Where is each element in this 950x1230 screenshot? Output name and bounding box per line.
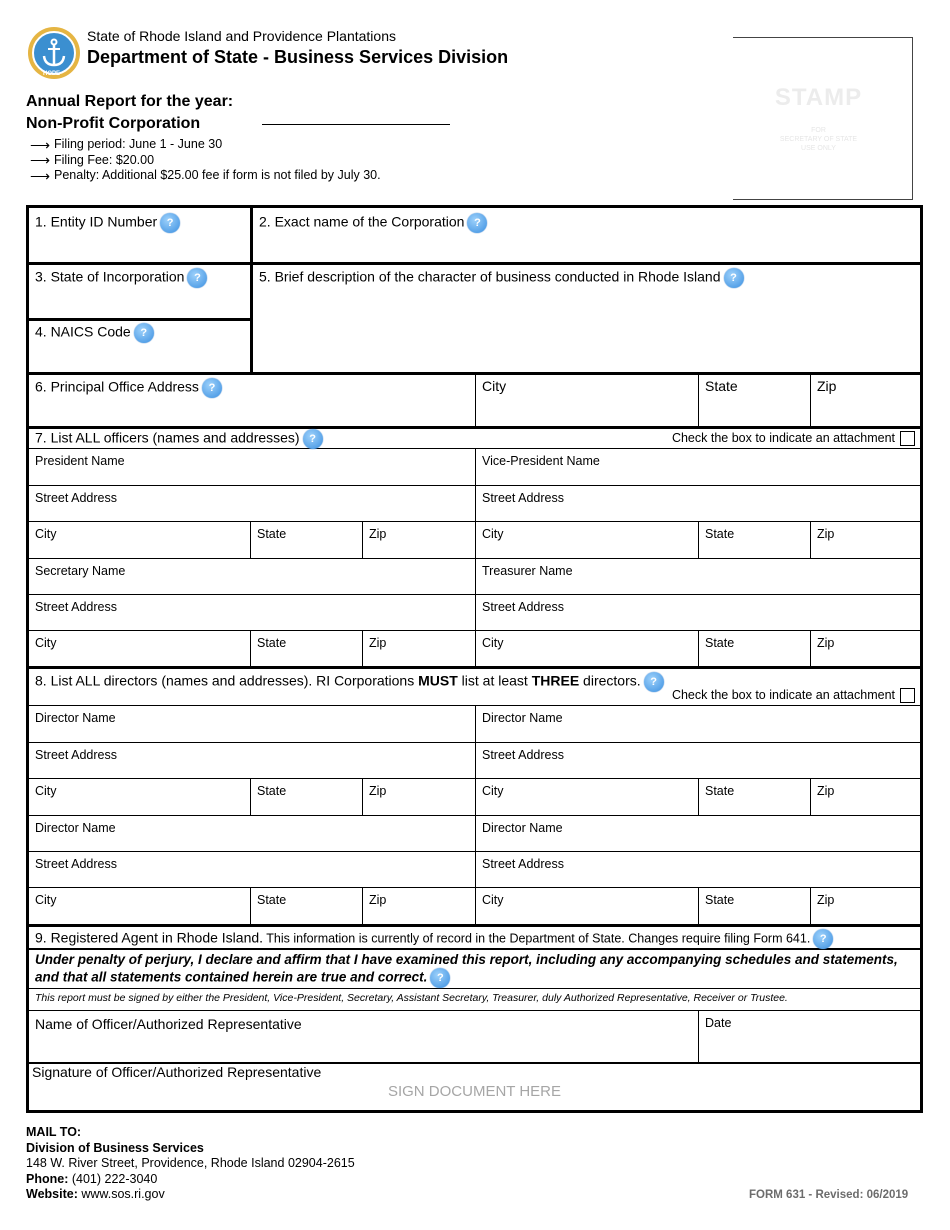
director-3-zip-field[interactable]: Zip bbox=[369, 893, 387, 907]
website-link[interactable]: www.sos.ri.gov bbox=[77, 1187, 165, 1201]
division-name: Division of Business Services bbox=[26, 1140, 204, 1155]
principal-office-zip-field[interactable]: Zip bbox=[817, 378, 837, 394]
director-4-street-field[interactable]: Street Address bbox=[482, 857, 564, 871]
registered-agent-section: 9. Registered Agent in Rhode Island. This information is currently of record in the Department of State. Changes require filing Form 641. ? bbox=[29, 927, 920, 948]
help-icon[interactable]: ? bbox=[813, 929, 833, 949]
treasurer-city-field[interactable]: City bbox=[482, 636, 504, 650]
treasurer-name-field[interactable]: Treasurer Name bbox=[482, 564, 573, 578]
director-2-street-field[interactable]: Street Address bbox=[482, 748, 564, 762]
state-name: State of Rhode Island and Providence Plantations bbox=[87, 28, 396, 44]
help-icon[interactable]: ? bbox=[303, 429, 323, 449]
president-zip-field[interactable]: Zip bbox=[369, 527, 387, 541]
vice-president-street-field[interactable]: Street Address bbox=[482, 491, 564, 505]
state-of-incorporation-field[interactable]: 3. State of Incorporation ? bbox=[29, 263, 250, 318]
arrow-right-icon: ⟶ bbox=[30, 152, 51, 169]
perjury-statement: Under penalty of perjury, I declare and affirm that I have examined this report, including any accompanying schedules and statements, and that all statements contained herein are true and correct. ? bbox=[29, 950, 920, 988]
form-number: FORM 631 - Revised: 06/2019 bbox=[749, 1189, 909, 1201]
filing-info-item: ⟶ Filing Fee: $20.00 bbox=[30, 152, 155, 169]
corporation-type: Non-Profit Corporation bbox=[26, 115, 201, 132]
director-1-city-field[interactable]: City bbox=[35, 784, 57, 798]
director-3-street-field[interactable]: Street Address bbox=[35, 857, 117, 871]
filing-info-item: ⟶ Filing period: June 1 - June 30 bbox=[30, 136, 223, 153]
report-title: Annual Report for the year: bbox=[26, 93, 234, 110]
principal-office-city-field[interactable]: City bbox=[482, 378, 507, 394]
director-2-state-field[interactable]: State bbox=[705, 784, 735, 798]
stamp-note: FOR SECRETARY OF STATE USE ONLY bbox=[779, 127, 858, 152]
secretary-zip-field[interactable]: Zip bbox=[369, 636, 387, 650]
seal-text: HOPE bbox=[43, 71, 61, 77]
annual-report-form bbox=[26, 205, 923, 1113]
director-3-city-field[interactable]: City bbox=[35, 893, 57, 907]
president-state-field[interactable]: State bbox=[257, 527, 287, 541]
director-4-name-field[interactable]: Director Name bbox=[482, 821, 563, 835]
secretary-state-field[interactable]: State bbox=[257, 636, 287, 650]
mail-to-label: MAIL TO: bbox=[26, 1125, 82, 1139]
help-icon[interactable]: ? bbox=[187, 268, 207, 288]
directors-section-title: 8. List ALL directors (names and addresses). RI Corporations MUST list at least THREE directors. ? bbox=[29, 668, 729, 690]
signing-requirement-note: This report must be signed by either the President, Vice-President, Secretary, Assistant Secretary, Treasurer, duly Authorized Representative, Receiver or Trustee. bbox=[35, 992, 788, 1004]
vice-president-zip-field[interactable]: Zip bbox=[817, 527, 835, 541]
director-1-street-field[interactable]: Street Address bbox=[35, 748, 117, 762]
phone-line: Phone: (401) 222-3040 bbox=[26, 1171, 158, 1186]
mailing-address: 148 W. River Street, Providence, Rhode Island 02904-2615 bbox=[26, 1156, 355, 1170]
help-icon[interactable]: ? bbox=[467, 213, 487, 233]
help-icon[interactable]: ? bbox=[430, 968, 450, 988]
corporation-name-field[interactable]: 2. Exact name of the Corporation ? bbox=[253, 208, 920, 262]
officer-name-field[interactable]: Name of Officer/Authorized Representative bbox=[35, 1016, 302, 1032]
director-1-zip-field[interactable]: Zip bbox=[369, 784, 387, 798]
director-4-zip-field[interactable]: Zip bbox=[817, 893, 835, 907]
help-icon[interactable]: ? bbox=[644, 672, 664, 692]
report-year-input[interactable] bbox=[262, 124, 450, 125]
secretary-city-field[interactable]: City bbox=[35, 636, 57, 650]
mailing-info bbox=[26, 1125, 355, 1203]
officers-attachment-check: Check the box to indicate an attachment bbox=[609, 429, 919, 449]
officers-attachment-checkbox[interactable] bbox=[900, 431, 915, 446]
principal-office-address-field[interactable]: 6. Principal Office Address ? bbox=[29, 373, 475, 426]
date-field[interactable]: Date bbox=[705, 1016, 732, 1030]
website-line: Website: www.sos.ri.gov bbox=[26, 1187, 165, 1201]
filing-info-item: ⟶ Penalty: Additional $25.00 fee if form is not filed by July 30. bbox=[30, 167, 381, 184]
vice-president-state-field[interactable]: State bbox=[705, 527, 735, 541]
stamp-box bbox=[733, 37, 913, 200]
principal-office-state-field[interactable]: State bbox=[705, 378, 738, 394]
director-3-name-field[interactable]: Director Name bbox=[35, 821, 116, 835]
director-1-name-field[interactable]: Director Name bbox=[35, 711, 116, 725]
naics-code-field[interactable]: 4. NAICS Code ? bbox=[29, 318, 250, 372]
treasurer-zip-field[interactable]: Zip bbox=[817, 636, 835, 650]
director-1-state-field[interactable]: State bbox=[257, 784, 287, 798]
secretary-name-field[interactable]: Secretary Name bbox=[35, 564, 126, 578]
business-description-field[interactable]: 5. Brief description of the character of business conducted in Rhode Island ? bbox=[253, 263, 920, 372]
director-3-state-field[interactable]: State bbox=[257, 893, 287, 907]
anchor-icon bbox=[32, 31, 76, 75]
director-2-city-field[interactable]: City bbox=[482, 784, 504, 798]
help-icon[interactable]: ? bbox=[160, 213, 180, 233]
signature-field[interactable]: Signature of Officer/Authorized Representative bbox=[32, 1064, 322, 1080]
arrow-right-icon: ⟶ bbox=[30, 167, 51, 184]
director-4-state-field[interactable]: State bbox=[705, 893, 735, 907]
help-icon[interactable]: ? bbox=[202, 378, 222, 398]
director-4-city-field[interactable]: City bbox=[482, 893, 504, 907]
secretary-street-field[interactable]: Street Address bbox=[35, 600, 117, 614]
treasurer-street-field[interactable]: Street Address bbox=[482, 600, 564, 614]
sign-document-here-button[interactable]: SIGN DOCUMENT HERE bbox=[387, 1083, 562, 1100]
arrow-right-icon: ⟶ bbox=[30, 136, 51, 153]
director-2-zip-field[interactable]: Zip bbox=[817, 784, 835, 798]
president-street-field[interactable]: Street Address bbox=[35, 491, 117, 505]
officers-section-title: 7. List ALL officers (names and addresses) ? bbox=[29, 426, 629, 448]
help-icon[interactable]: ? bbox=[134, 323, 154, 343]
vice-president-name-field[interactable]: Vice-President Name bbox=[482, 454, 600, 468]
directors-attachment-checkbox[interactable] bbox=[900, 688, 915, 703]
filing-info-list bbox=[30, 137, 381, 184]
directors-attachment-check: Check the box to indicate an attachment bbox=[609, 686, 919, 706]
help-icon[interactable]: ? bbox=[724, 268, 744, 288]
director-2-name-field[interactable]: Director Name bbox=[482, 711, 563, 725]
president-name-field[interactable]: President Name bbox=[35, 454, 125, 468]
department-title: Department of State - Business Services Division bbox=[87, 47, 509, 67]
treasurer-state-field[interactable]: State bbox=[705, 636, 735, 650]
entity-id-field[interactable]: 1. Entity ID Number ? bbox=[29, 208, 250, 262]
stamp-title: STAMP bbox=[774, 84, 863, 111]
president-city-field[interactable]: City bbox=[35, 527, 57, 541]
vice-president-city-field[interactable]: City bbox=[482, 527, 504, 541]
